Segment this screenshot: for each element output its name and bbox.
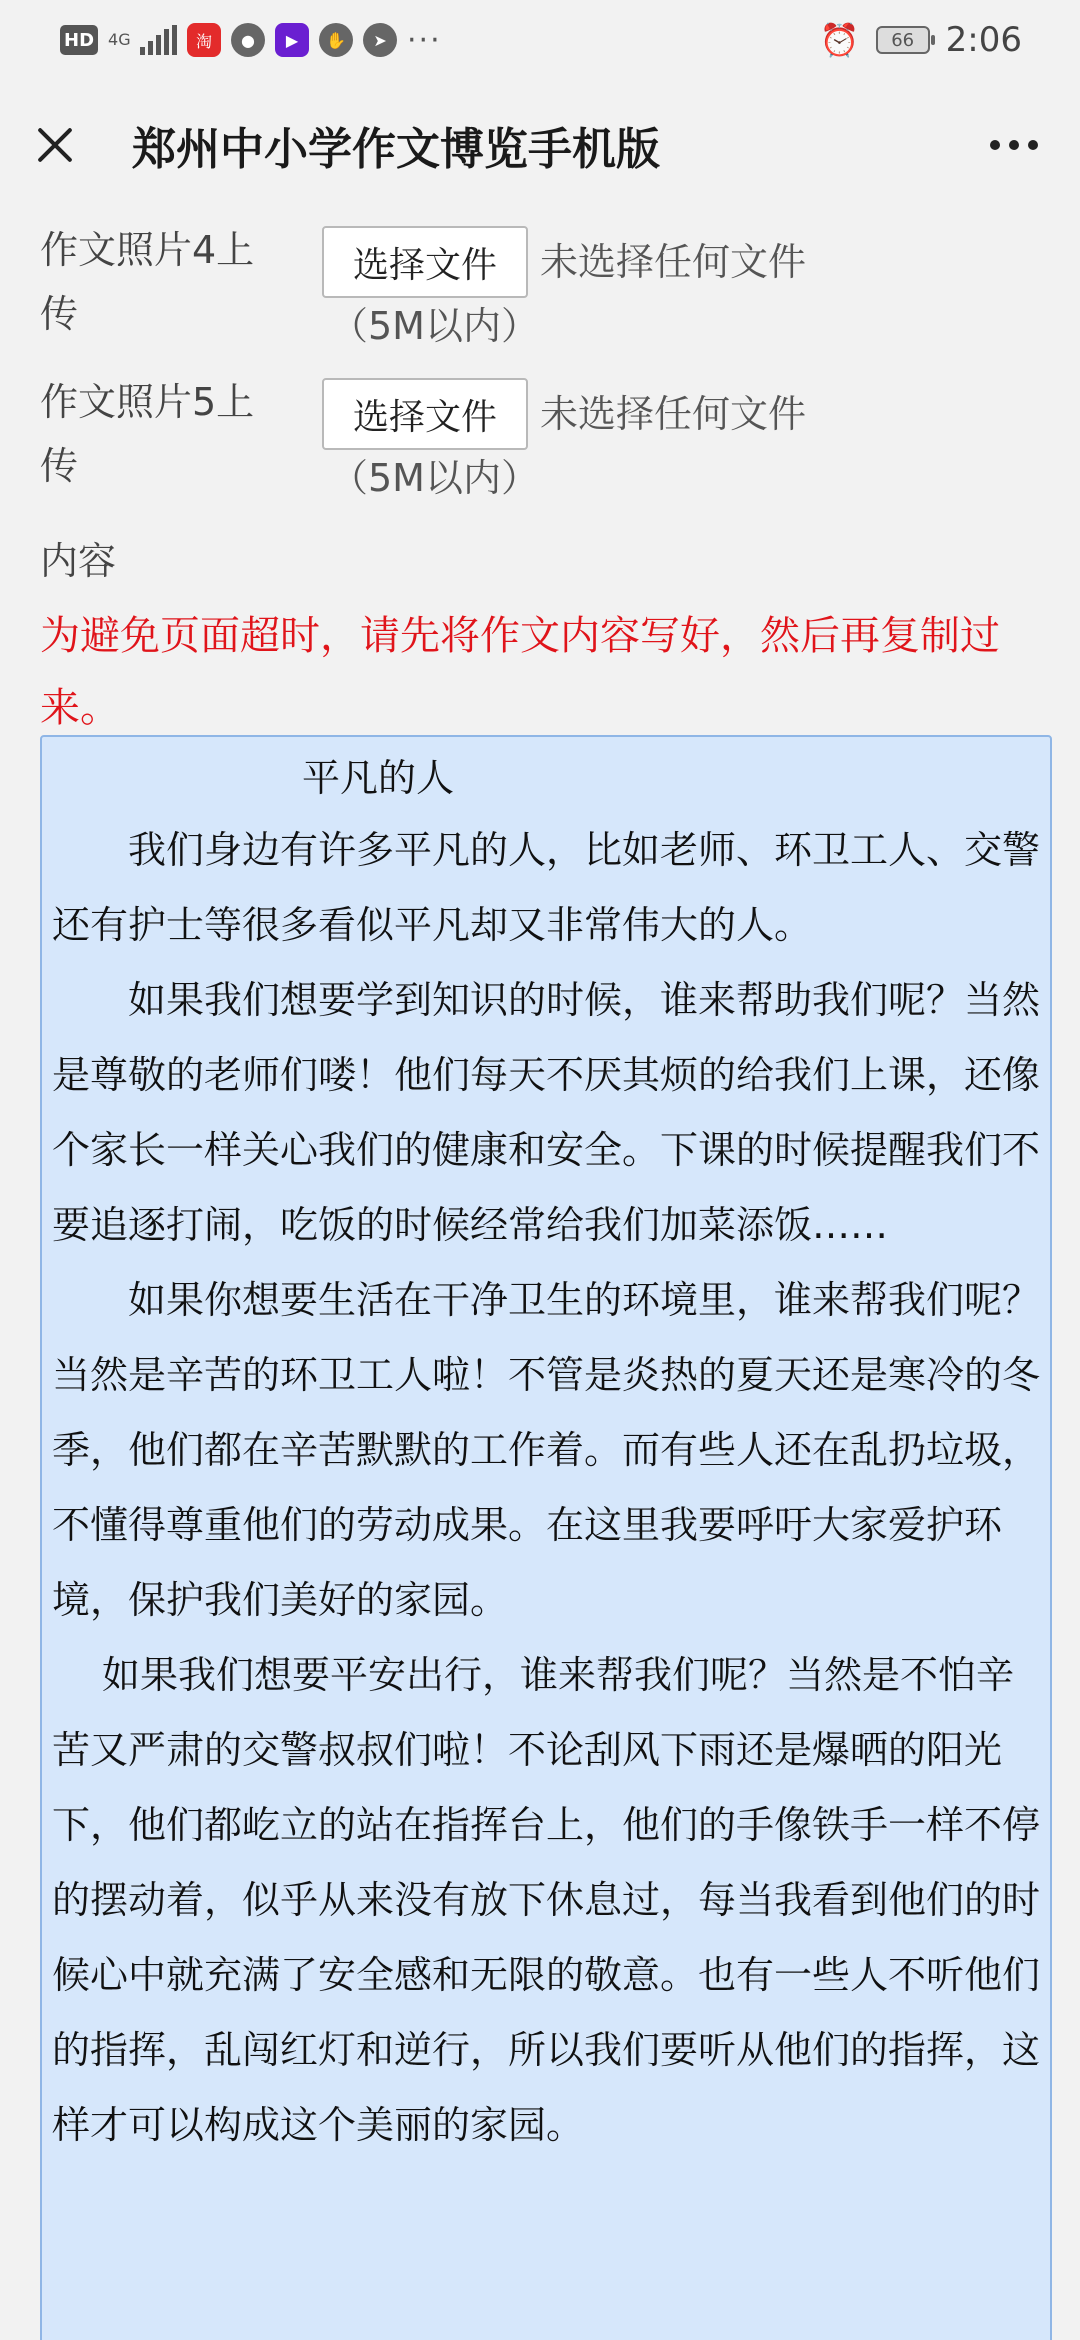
choose-file-button[interactable]: 选择文件 — [322, 226, 528, 298]
hand-icon: ✋ — [319, 23, 353, 57]
essay-paragraph: 我们身边有许多平凡的人，比如老师、环卫工人、交警还有护士等很多看似平凡却又非常伟大的人。 — [52, 828, 1041, 947]
essay-paragraph: 如果你想要生活在干净卫生的环境里，谁来帮我们呢？当然是辛苦的环卫工人啦！不管是炎热的夏天还是寒冷的冬季，他们都在辛苦默默的工作着。而有些人还在乱扔垃圾，不懂得尊重他们的劳动成果。在这里我要呼吁大家爱护环境，保护我们美好的家园。 — [52, 1278, 1041, 1622]
more-menu-icon[interactable] — [990, 140, 1038, 150]
essay-paragraph: 如果我们想要学到知识的时候，谁来帮助我们呢？当然是尊敬的老师们喽！他们每天不厌其烦的给我们上课，还像个家长一样关心我们的健康和安全。下课的时候提醒我们不要追逐打闹，吃饭的时候经常给我们加菜添饭…… — [52, 978, 1041, 1247]
network-type: 4G — [108, 30, 131, 49]
close-icon[interactable] — [30, 120, 80, 170]
taobao-app-icon: 淘 — [187, 23, 221, 57]
navigation-icon: ➤ — [363, 23, 397, 57]
alarm-icon: ⏰ — [819, 21, 860, 59]
battery-icon: 66 — [876, 26, 930, 54]
file-size-hint: （5M以内） — [330, 304, 539, 348]
file-size-hint: （5M以内） — [330, 456, 539, 500]
essay-paragraph: 如果我们想要平安出行，谁来帮我们呢？当然是不怕辛苦又严肃的交警叔叔们啦！不论刮风下雨还是爆晒的阳光下，他们都屹立的站在指挥台上，他们的手像铁手一样不停的摆动着，似乎从来没有放下休息过，每当我看到他们的时候心中就充满了安全感和无限的敬意。也有一些人不听他们的指挥，乱闯红灯和逆行，所以我们要听从他们的指挥，这样才可以构成这个美丽的家园。 — [52, 1653, 1041, 2147]
file-status: 未选择任何文件 — [540, 240, 807, 284]
hd-badge: HD — [60, 25, 98, 55]
upload-label: 作文照片4上传 — [40, 228, 255, 336]
video-app-icon: ▶ — [275, 23, 309, 57]
signal-icon — [140, 25, 177, 55]
file-status: 未选择任何文件 — [540, 392, 807, 436]
status-bar — [0, 0, 1080, 80]
clock-time: 2:06 — [945, 20, 1022, 60]
essay-textarea[interactable] — [40, 735, 1052, 2340]
timeout-warning: 为避免页面超时，请先将作文内容写好，然后再复制过来。 — [40, 613, 1000, 731]
title-bar — [0, 80, 1080, 210]
form-content — [0, 210, 1080, 2340]
status-left — [60, 23, 820, 58]
wechat-icon: ● — [231, 23, 265, 57]
choose-file-button[interactable]: 选择文件 — [322, 378, 528, 450]
more-notifications-icon: ··· — [407, 22, 442, 58]
page-title: 郑州中小学作文博览手机版 — [132, 124, 660, 175]
status-right — [820, 20, 1022, 60]
content-label: 内容 — [40, 539, 117, 583]
essay-title: 平凡的人 — [302, 756, 455, 800]
upload-label: 作文照片5上传 — [40, 380, 255, 488]
